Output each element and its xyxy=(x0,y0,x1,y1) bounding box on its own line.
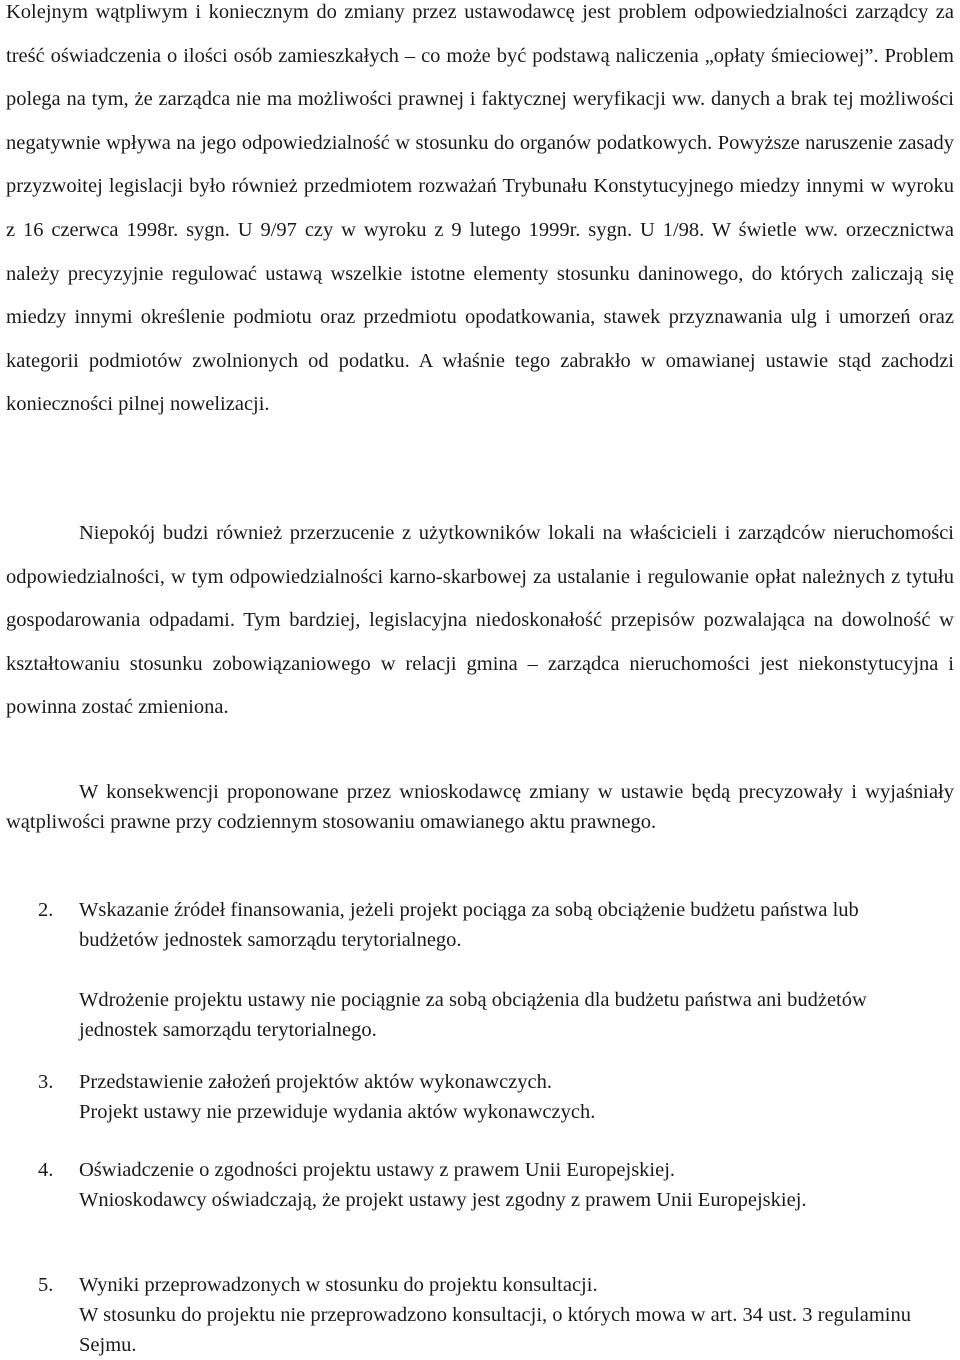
list-item-konsultacje xyxy=(0,1270,948,1360)
list-item-text: Projekt ustawy nie przewiduje wydania aktów wykonawczych. xyxy=(79,1101,596,1123)
list-item-heading: Wyniki przeprowadzonych w stosunku do projektu konsultacji. xyxy=(79,1274,598,1296)
list-item-akty-wykonawcze xyxy=(0,1067,948,1127)
paragraph-odpowiedzialnosc-zarzadcy: Kolejnym wątpliwym i koniecznym do zmiany przez ustawodawcę jest problem odpowiedzialności zarządcy za treść oświadczenia o ilości osób zamieszkałych – co może być podstawą naliczenia „opłaty śmieciowej”. Problem polega na tym, że zarządca nie ma możliwości prawnej i faktycznej weryfikacji ww. danych a brak tej możliwości negatywnie wpływa na jego odpowiedzialność w stosunku do organów podatkowych. Powyższe naruszenie zasady przyzwoitej legislacji było również przedmiotem rozważań Trybunału Konstytucyjnego miedzy innymi w wyroku z 16 czerwca 1998r. sygn. U 9/97 czy w wyroku z 9 lutego 1999r. sygn. U 1/98. W świetle ww. orzecznictwa należy precyzyjnie regulować ustawą wszelkie istotne elementy stosunku daninowego, do których zaliczają się miedzy innymi określenie podmiotu oraz przedmiotu opodatkowania, stawek przyznawania ulg i umorzeń oraz kategorii podmiotów zwolnionych od podatku. A właśnie tego zabrakło w omawianej ustawie stąd zachodzi konieczności pilnej nowelizacji. xyxy=(6,1,954,416)
list-item-heading: Wskazanie źródeł finansowania, jeżeli projekt pociąga za sobą obciążenie budżetu państwa lub budżetów jednostek samorządu terytorialnego. xyxy=(79,899,859,951)
list-item-number: 4. xyxy=(38,1159,54,1181)
paragraph-niepokoj: Niepokój budzi również przerzucenie z użytkowników lokali na właścicieli i zarządców nieruchomości odpowiedzialności, w tym odpowiedzialności karno-skarbowej za ustalanie i regulowanie opłat należnych z tytułu gospodarowania odpadami. Tym bardziej, legislacyjna niedoskonałość przepisów pozwalająca na dowolność w kształtowaniu stosunku zobowiązaniowego w relacji gmina – zarządca nieruchomości jest niekonstytucyjna i powinna zostać zmieniona. xyxy=(6,522,954,719)
list-item-number: 3. xyxy=(38,1071,54,1093)
list-item-zgodnosc-ue xyxy=(0,1155,948,1215)
paragraph-konsekwencje: W konsekwencji proponowane przez wnioskodawcę zmiany w ustawie będą precyzowały i wyjaśniały wątpliwości prawne przy codziennym stosowaniu omawianego aktu prawnego. xyxy=(6,781,954,833)
list-item-text: Wnioskodawcy oświadczają, że projekt ustawy jest zgodny z prawem Unii Europejskiej. xyxy=(79,1189,807,1211)
list-item-zrodla-finansowania xyxy=(0,895,948,1045)
list-item-text: Wdrożenie projektu ustawy nie pociągnie za sobą obciążenia dla budżetu państwa ani budżetów jednostek samorządu terytorialnego. xyxy=(79,989,867,1041)
list-item-text: W stosunku do projektu nie przeprowadzono konsultacji, o których mowa w art. 34 ust. 3 regulaminu Sejmu. xyxy=(79,1304,911,1356)
list-item-heading: Oświadczenie o zgodności projektu ustawy z prawem Unii Europejskiej. xyxy=(79,1159,676,1181)
list-item-number: 2. xyxy=(38,899,54,921)
list-item-number: 5. xyxy=(38,1274,54,1296)
list-item-heading: Przedstawienie założeń projektów aktów wykonawczych. xyxy=(79,1071,553,1093)
